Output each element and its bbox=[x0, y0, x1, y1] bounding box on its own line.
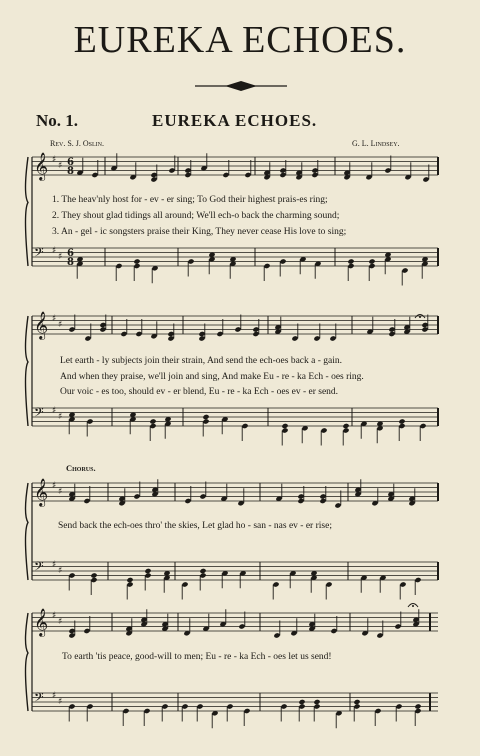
bass-clef-icon: 𝄢 bbox=[34, 690, 44, 708]
hymn-number: No. 1. bbox=[36, 111, 79, 130]
system-brace bbox=[26, 316, 29, 426]
sharp-sign-icon: ♯ bbox=[52, 611, 57, 621]
note-head bbox=[347, 258, 354, 264]
sharp-sign-icon: ♯ bbox=[58, 697, 63, 707]
sharp-sign-icon: ♯ bbox=[52, 314, 57, 324]
chorus-label: Chorus. bbox=[66, 463, 96, 473]
fermata-dot bbox=[412, 605, 414, 607]
sharp-sign-icon: ♯ bbox=[52, 481, 57, 491]
note-head bbox=[144, 568, 151, 574]
sharp-sign-icon: ♯ bbox=[52, 406, 57, 416]
bass-clef-icon: 𝄢 bbox=[34, 559, 44, 577]
sharp-sign-icon: ♯ bbox=[58, 161, 63, 171]
note-head bbox=[414, 703, 421, 709]
note-head bbox=[126, 577, 133, 583]
sharp-sign-icon: ♯ bbox=[52, 155, 57, 165]
treble-clef-icon: 𝄞 bbox=[34, 478, 49, 506]
sharp-sign-icon: ♯ bbox=[52, 691, 57, 701]
book-title: EUREKA ECHOES. bbox=[73, 19, 407, 61]
system-brace bbox=[26, 157, 29, 266]
note-head bbox=[133, 258, 140, 264]
note-head bbox=[342, 423, 349, 429]
treble-clef-icon: 𝄞 bbox=[34, 311, 49, 339]
time-signature-digit: 8 bbox=[67, 257, 74, 268]
chorus-line-2: To earth 'tis peace, good-will to men; Eu - re - ka Ech - oes let us send! bbox=[62, 652, 332, 662]
time-signature-digit: 6 bbox=[67, 248, 74, 259]
sharp-sign-icon: ♯ bbox=[58, 252, 63, 262]
verse-line-4: Let earth - ly subjects join their strain, And send the ech-oes back a - gain. bbox=[60, 356, 343, 366]
sharp-sign-icon: ♯ bbox=[58, 412, 63, 422]
time-signature-digit: 6 bbox=[67, 157, 74, 168]
treble-clef-icon: 𝄞 bbox=[34, 152, 49, 180]
sharp-sign-icon: ♯ bbox=[58, 320, 63, 330]
system-brace bbox=[26, 483, 29, 580]
composer-credit: G. L. Lindsey. bbox=[352, 139, 400, 148]
note-head bbox=[353, 699, 360, 705]
sharp-sign-icon: ♯ bbox=[58, 487, 63, 497]
verse-line-6: Our voic - es too, should ev - er blend, Eu - re - ka Ech - oes ev - er send. bbox=[60, 387, 339, 397]
note-head bbox=[298, 699, 305, 705]
note-head bbox=[90, 572, 97, 578]
bass-clef-icon: 𝄢 bbox=[34, 405, 44, 423]
note-head bbox=[398, 418, 405, 424]
verse-line-1: 1. The heav'nly host for - ev - er sing; To God their highest prais-es ring; bbox=[52, 195, 328, 205]
hymn-title: EUREKA ECHOES. bbox=[152, 111, 318, 130]
note-head bbox=[199, 568, 206, 574]
note-head bbox=[368, 258, 375, 264]
verse-line-3: 3. An - gel - ic songsters praise their King, They never cease His love to sing; bbox=[52, 227, 347, 237]
verse-line-5: And when they praise, we'll join and sing, And make Eu - re - ka Ech - oes ring. bbox=[60, 372, 364, 382]
fermata-dot bbox=[419, 316, 421, 318]
system-brace bbox=[26, 613, 29, 711]
sharp-sign-icon: ♯ bbox=[52, 246, 57, 256]
chorus-line-1: Send back the ech-oes thro' the skies, Let glad ho - san - nas ev - er rise; bbox=[58, 521, 332, 531]
sharp-sign-icon: ♯ bbox=[58, 566, 63, 576]
treble-clef-icon: 𝄞 bbox=[34, 608, 49, 636]
note-head bbox=[202, 414, 209, 420]
note-head bbox=[313, 699, 320, 705]
sharp-sign-icon: ♯ bbox=[52, 560, 57, 570]
verse-line-2: 2. They shout glad tidings all around; We'll ech-o back the charming sound; bbox=[52, 211, 340, 221]
time-signature-digit: 8 bbox=[67, 166, 74, 177]
note-head bbox=[281, 423, 288, 429]
note-head bbox=[149, 418, 156, 424]
sharp-sign-icon: ♯ bbox=[58, 617, 63, 627]
lyricist-credit: Rev. S. J. Oslin. bbox=[50, 139, 105, 148]
bass-clef-icon: 𝄢 bbox=[34, 245, 44, 263]
